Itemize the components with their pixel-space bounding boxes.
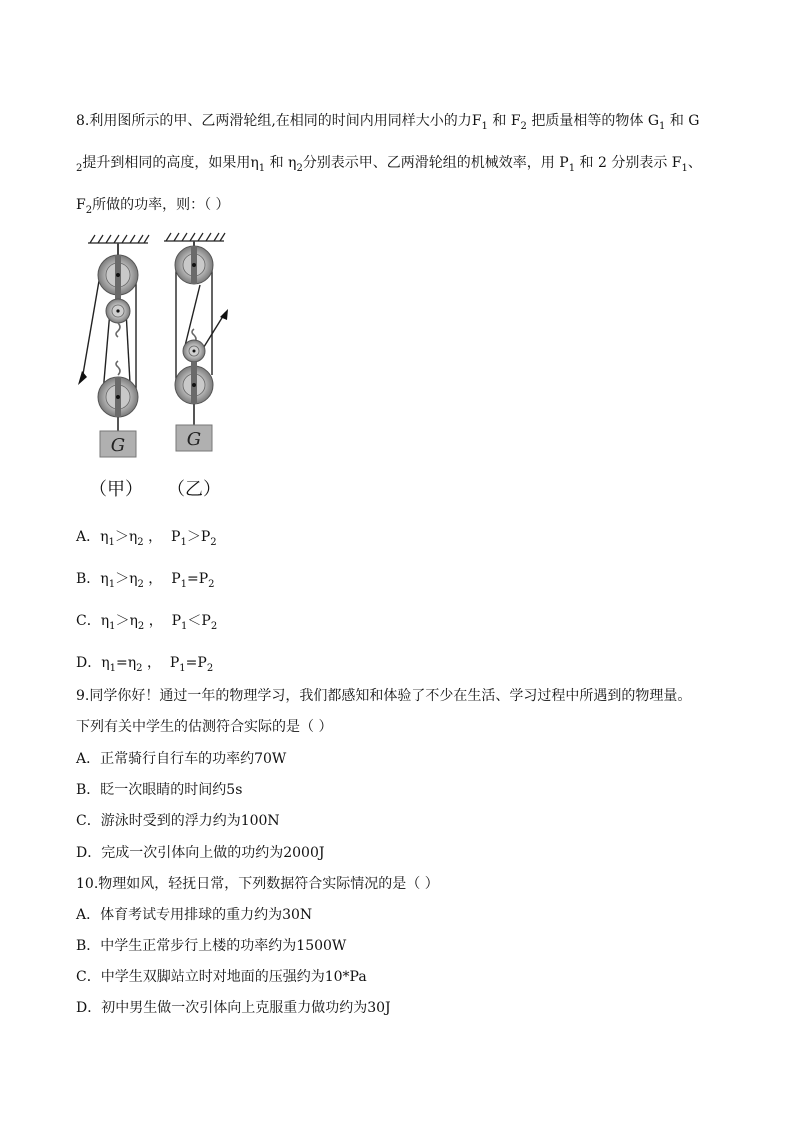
q9-option-c: C．游泳时受到的浮力约为100N — [76, 813, 280, 829]
q8-option-b: B．$\eta_1>\eta_2$ ， $P_1=P_2$ — [76, 571, 215, 590]
q8-line3: $F_2$所做的功率，则：（ ） — [76, 197, 230, 216]
left-pulley-system — [78, 243, 138, 457]
q10-option-c: C．中学生双脚站立时对地面的压强约为10*Pa — [76, 969, 367, 985]
right-pulley-system — [175, 241, 228, 451]
q8-line1: 8.利用图所示的甲、乙两滑轮组,在相同的时间内用同样大小的力$F_1$ 和 $F_2$ 把质量相等的物体 $G_1$ 和 G — [76, 113, 700, 132]
q10-option-d: D．初中男生做一次引体向上克服重力做功约为30J — [76, 1000, 391, 1016]
weight-left-label: G — [110, 435, 126, 456]
q9-stem-line2: 下列有关中学生的估测符合实际的是（ ） — [76, 719, 333, 735]
q9-stem-line1: 9.同学你好！通过一年的物理学习，我们都感知和体验了不少在生活、学习过程中所遇到的物理量。 — [76, 688, 692, 704]
weight-right-label: G — [186, 429, 202, 450]
q9-option-b: B．眨一次眼睛的时间约5s — [76, 782, 243, 798]
pulley-diagram — [70, 225, 260, 505]
figure-label-left: （甲） — [89, 479, 143, 500]
q9-option-a: A．正常骑行自行车的功率约70W — [76, 751, 287, 767]
ceiling-left — [88, 235, 149, 243]
q8-option-a: A．$\eta_1>\eta_2$ ， $P_1>P_2$ — [76, 529, 217, 548]
q10-option-b: B．中学生正常步行上楼的功率约为1500W — [76, 938, 347, 954]
q8-option-c: C．$\eta_1>\eta_2$ ， $P_1<P_2$ — [76, 613, 218, 632]
q8-option-d: D．$\eta_1=\eta_2$ ， $P_1=P_2$ — [76, 655, 214, 674]
q10-stem: 10.物理如风，轻抚日常，下列数据符合实际情况的是（ ） — [76, 876, 439, 892]
pulley-figure — [70, 225, 260, 505]
q10-option-a: A．体育考试专用排球的重力约为30N — [76, 907, 313, 923]
pull-arrow-left — [78, 371, 87, 385]
q9-option-d: D．完成一次引体向上做的功约为2000J — [76, 845, 325, 861]
ceiling-right — [164, 233, 225, 241]
figure-label-right: （乙） — [167, 479, 221, 500]
q8-line2: $_2$提升到相同的高度，如果用$\eta_1$ 和 $\eta_2$分别表示甲、乙两滑轮组的机械效率，用 $P_1$ 和 2 分别表示 $F_1$、 — [76, 155, 702, 174]
